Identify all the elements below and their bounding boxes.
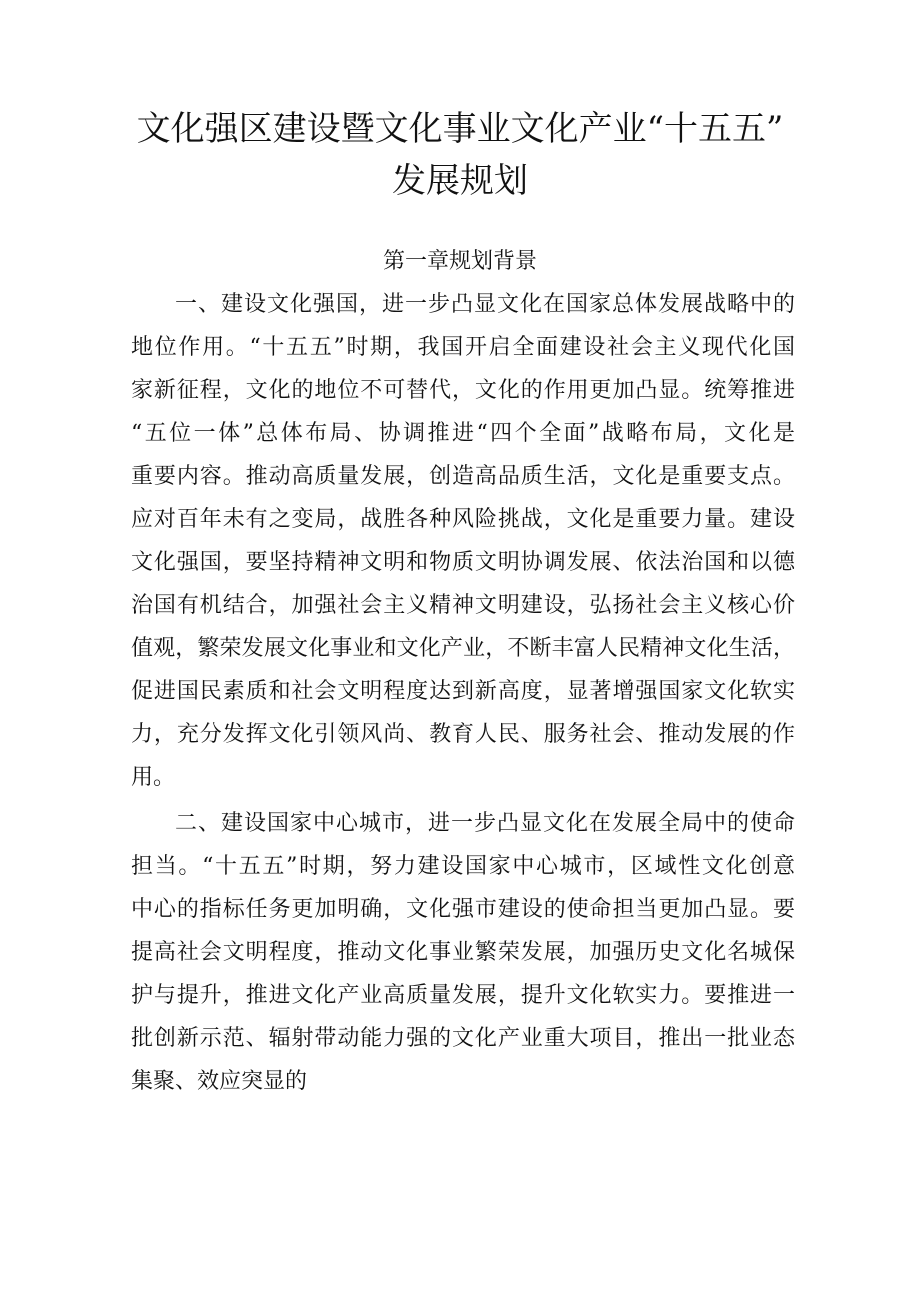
- paragraph-line: “五位一体”总体布局、协调推进“四个全面”战略布局，文化是: [131, 421, 795, 446]
- paragraph-line: 力，充分发挥文化引领风尚、教育人民、服务社会、推动发展的作: [131, 722, 795, 747]
- paragraph-line: 重要内容。推动高质量发展，创造高品质生活，文化是重要支点。: [131, 464, 795, 489]
- paragraph-line: 值观，繁荣发展文化事业和文化产业，不断丰富人民精神文化生活，: [131, 636, 795, 661]
- paragraph-line: 二、建设国家中心城市，进一步凸显文化在发展全局中的使命: [175, 811, 795, 836]
- paragraph-line: 家新征程，文化的地位不可替代，文化的作用更加凸显。统筹推进: [131, 378, 795, 403]
- paragraph-line: 护与提升，推进文化产业高质量发展，提升文化软实力。要推进一: [131, 983, 795, 1008]
- document-title: [120, 103, 800, 207]
- paragraph-line: 促进国民素质和社会文明程度达到新高度，显著增强国家文化软实: [131, 679, 795, 704]
- paragraph-line: 批创新示范、辐射带动能力强的文化产业重大项目，推出一批业态: [131, 1026, 795, 1051]
- body-paragraph: [131, 283, 795, 799]
- paragraph-line: 集聚、效应突显的: [131, 1069, 308, 1094]
- paragraph-line: 应对百年未有之变局，战胜各种风险挑战，文化是重要力量。建设: [131, 507, 795, 532]
- paragraph-line: 中心的指标任务更加明确，文化强市建设的使命担当更加凸显。要: [131, 897, 795, 922]
- paragraph-line: 用。: [131, 765, 176, 790]
- chapter-heading: 第一章规划背景: [382, 249, 537, 274]
- paragraph-line: 治国有机结合，加强社会主义精神文明建设，弘扬社会主义核心价: [131, 593, 795, 618]
- paragraph-line: 文化强国，要坚持精神文明和物质文明协调发展、依法治国和以德: [131, 550, 795, 575]
- title-line: 发展规划: [392, 161, 528, 201]
- paragraph-line: 担当。“十五五”时期，努力建设国家中心城市，区域性文化创意: [131, 854, 795, 879]
- paragraph-line: 提高社会文明程度，推动文化事业繁荣发展，加强历史文化名城保: [131, 940, 795, 965]
- body-paragraph: [131, 802, 795, 1103]
- title-line: 文化强区建设暨文化事业文化产业“十五五”: [136, 109, 784, 149]
- paragraph-line: 一、建设文化强国，进一步凸显文化在国家总体发展战略中的: [175, 292, 795, 317]
- paragraph-line: 地位作用。“十五五”时期，我国开启全面建设社会主义现代化国: [131, 335, 795, 360]
